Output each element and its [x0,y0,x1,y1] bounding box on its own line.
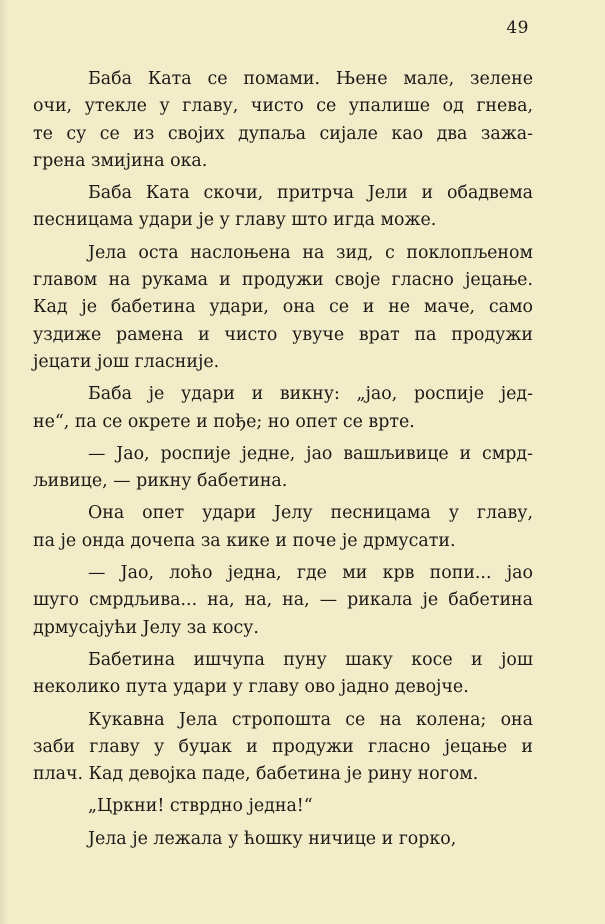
paragraph [33,793,533,820]
text-line: јецати још гласније. [33,351,220,372]
paragraph [33,66,533,175]
text-line: заби главу у буџак и продужи гласно јецање и [33,736,533,757]
text-line: Јела оста наслоњена на зид, с поклопљеном [88,242,533,263]
paragraph [33,647,533,702]
page-text [33,66,533,858]
text-line: главом на рукама и продужи своје гласно јецање. [33,270,533,291]
text-line: песницама удари је у главу што игда може. [33,210,437,231]
text-line: Она опет удари Јелу песницама у главу, [88,503,533,524]
paragraph [33,441,533,496]
text-line: не“, па се окрете и пођe; но опет се врте. [33,411,415,432]
text-line: Баба је удари и викну: „јао, роспије јед- [88,384,533,405]
paragraph [33,707,533,789]
text-line: — Јао, роспије једне, јао вашљивице и смрд- [88,443,533,464]
text-line: очи, утекле у главу, чисто се упалише од гнева, [33,96,533,117]
book-spine-shadow [0,0,8,924]
text-line: па је онда дочепа за кике и поче је дрмусати. [33,530,456,551]
paragraph [33,500,533,555]
text-line: уздиже рамена и чисто увуче врат па продужи [33,324,533,345]
text-line: Кукавна Јела стропошта се на колена; она [88,709,533,730]
paragraph [33,826,533,853]
text-line: Баба Ката се помами. Њене мале, зелене [88,69,533,89]
text-line: неколико пута удари у главу ово јадно девојче. [33,677,469,698]
text-line: Кад је бабетина удари, она се и не маче, само [33,297,533,318]
text-line: Баба Ката скочи, притрча Јели и обадвема [88,183,533,204]
text-line: дрмусајући Јелу за косу. [33,617,259,638]
page-number: 49 [506,18,529,38]
text-line: Јела је лежала у ћошку ничице и горко, [88,828,457,849]
paragraph [33,560,533,642]
text-line: Бабетина ишчупа пуну шаку косе и још [88,649,533,670]
paragraph [33,180,533,235]
text-line: „Цркни! стврдно једна!“ [88,796,313,817]
text-line: шуго смрдљива... на, на, на, — рикала је бабетина [33,590,533,611]
paragraph [33,240,533,376]
text-line: те су се из својих дупаља сијале као два зажа- [33,123,533,144]
paragraph [33,381,533,436]
text-line: љивице, — рикну бабетина. [33,471,288,492]
text-line: плач. Кад девојка паде, бабетина је рину ногом. [33,764,479,785]
text-line: — Јао, лоћо једна, где ми крв попи... јао [88,563,533,584]
text-line: грена змијина ока. [33,150,208,171]
